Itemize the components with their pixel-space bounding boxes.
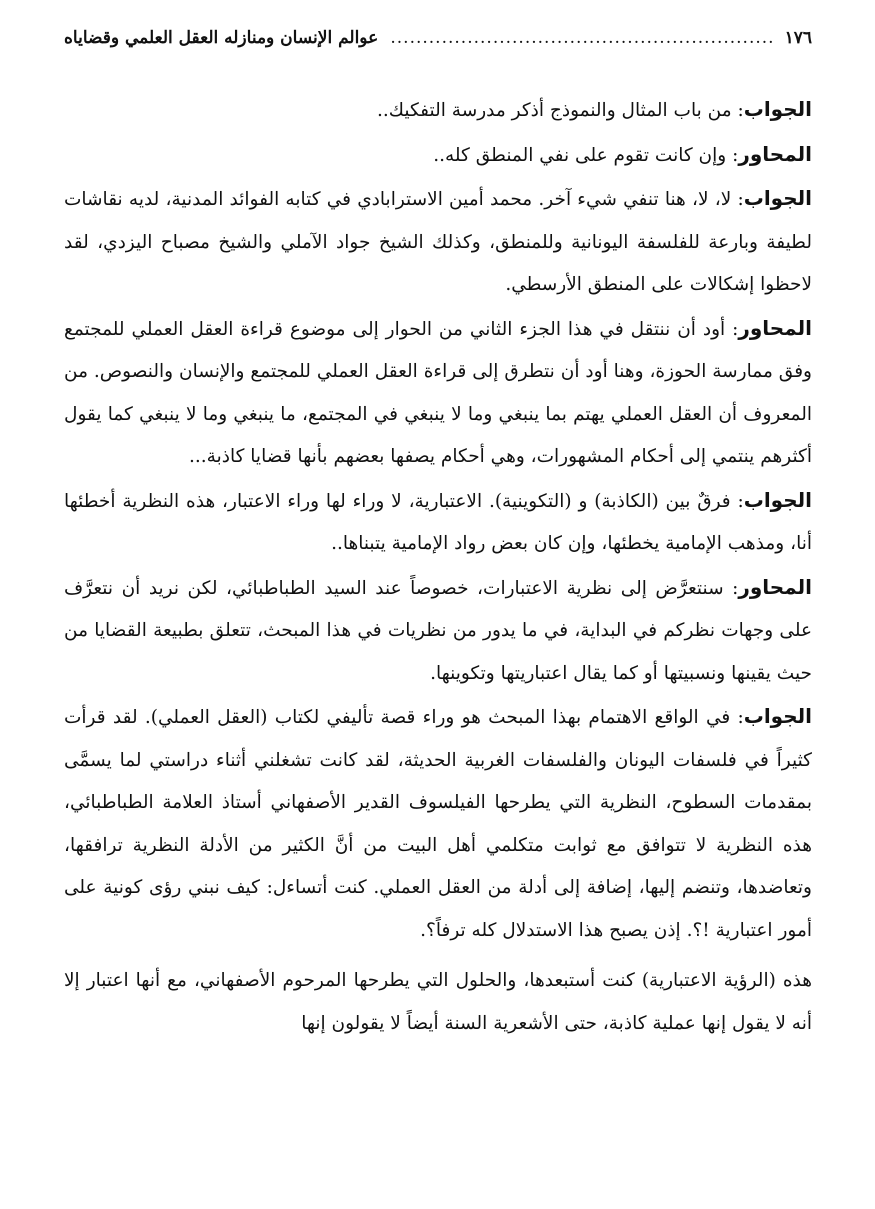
paragraph-interviewer <box>64 566 812 696</box>
speaker-label: المحاور <box>738 574 812 599</box>
paragraph-text: : في الواقع الاهتمام بهذا المبحث هو وراء قصة تأليفي لكتاب (العقل العملي). لقد قرأت كثيراً في فلسفات اليونان والفلسفات الغربية الحديثة، لقد كانت تشغلني أثناء دراستي لما يسمَّى بمقدمات السطوح، النظرية التي يطرحها الفيلسوف القدير الأصفهاني أستاذ العلامة الطباطبائي، هذه النظرية لا تتوافق مع ثوابت متكلمي أهل البيت من أنَّ الكثير من الأدلة النظرية ترافقها، وتعاضدها، وتنضم إليها، إضافة إلى أدلة من العقل العملي. كنت أتساءل: كيف نبني رؤى كونية على أمور اعتبارية !؟. إذن يصبح هذا الاستدلال كله ترفاً؟. <box>64 707 812 941</box>
speaker-label: المحاور <box>738 141 812 166</box>
speaker-label: الجواب <box>743 704 812 728</box>
paragraph-text: : فرقٌ بين (الكاذبة) و (التكوينية). الاعتبارية، لا وراء لها وراء الاعتبار، هذه النظرية أخطئها أنا، ومذهب الإمامية يخطئها، وإن كان بعض رواد الإمامية يتبناها.. <box>64 490 812 554</box>
paragraph-answer <box>64 479 812 566</box>
paragraph-answer <box>64 177 812 307</box>
header-leader-dots <box>388 28 774 48</box>
book-title: عوالم الإنسان ومنازله العقل العلمي وقضاياه <box>64 28 379 48</box>
paragraph-interviewer <box>64 133 812 178</box>
paragraph-text: : سنتعرَّض إلى نظرية الاعتبارات، خصوصاً عند السيد الطباطبائي، لكن نريد أن نتعرَّف على وجهات نظركم في البداية، في ما يدور من نظريات في هذا المبحث، تتعلق بطبيعة القضايا من حيث يقينها ونسبيتها أو كما يقال اعتباريتها وتكوينها. <box>64 577 812 684</box>
paragraph-text: : أود أن ننتقل في هذا الجزء الثاني من الحوار إلى موضوع قراءة العقل العملي للمجتمع وفق ممارسة الحوزة، وهنا أود أن نتطرق إلى قراءة العقل العملي للمجتمع والإنسان والنصوص. من المعروف أن العقل العملي يهتم بما ينبغي وما لا ينبغي في المجتمع، ما ينبغي وما لا ينبغي كما يقول أكثرهم ينتمي إلى أحكام المشهورات، وهي أحكام يصفها بعضهم بأنها قضايا كاذبة... <box>64 318 812 467</box>
paragraph-answer <box>64 88 812 133</box>
paragraph-text: : لا، لا، هنا تنفي شيء آخر. محمد أمين الاسترابادي في كتابه الفوائد المدنية، لديه نقاشات لطيفة وبارعة للفلسفة اليونانية وللمنطق، وكذلك الشيخ جواد الآملي والشيخ مصباح اليزدي، لقد لاحظوا إشكالات على المنطق الأرسطي. <box>64 189 812 295</box>
speaker-label: الجواب <box>743 186 812 210</box>
body-text <box>64 88 812 1045</box>
paragraph-answer <box>64 695 812 952</box>
paragraph-continuation <box>64 960 812 1045</box>
speaker-label: المحاور <box>738 315 812 340</box>
page-number: ١٧٦ <box>784 28 812 48</box>
document-page <box>64 28 812 1045</box>
paragraph-text: : وإن كانت تقوم على نفي المنطق كله.. <box>433 144 739 166</box>
speaker-label: الجواب <box>743 97 812 121</box>
speaker-label: الجواب <box>743 487 812 512</box>
paragraph-text: هذه (الرؤية الاعتبارية) كنت أستبعدها، والحلول التي يطرحها المرحوم الأصفهاني، مع أنها اعتبار إلا أنه لا يقول إنها عملية كاذبة، حتى الأشعرية السنة أيضاً لا يقولون إنها <box>64 970 812 1034</box>
paragraph-interviewer <box>64 307 812 479</box>
running-header <box>64 28 812 64</box>
paragraph-text: : من باب المثال والنموذج أذكر مدرسة التفكيك.. <box>377 100 744 121</box>
